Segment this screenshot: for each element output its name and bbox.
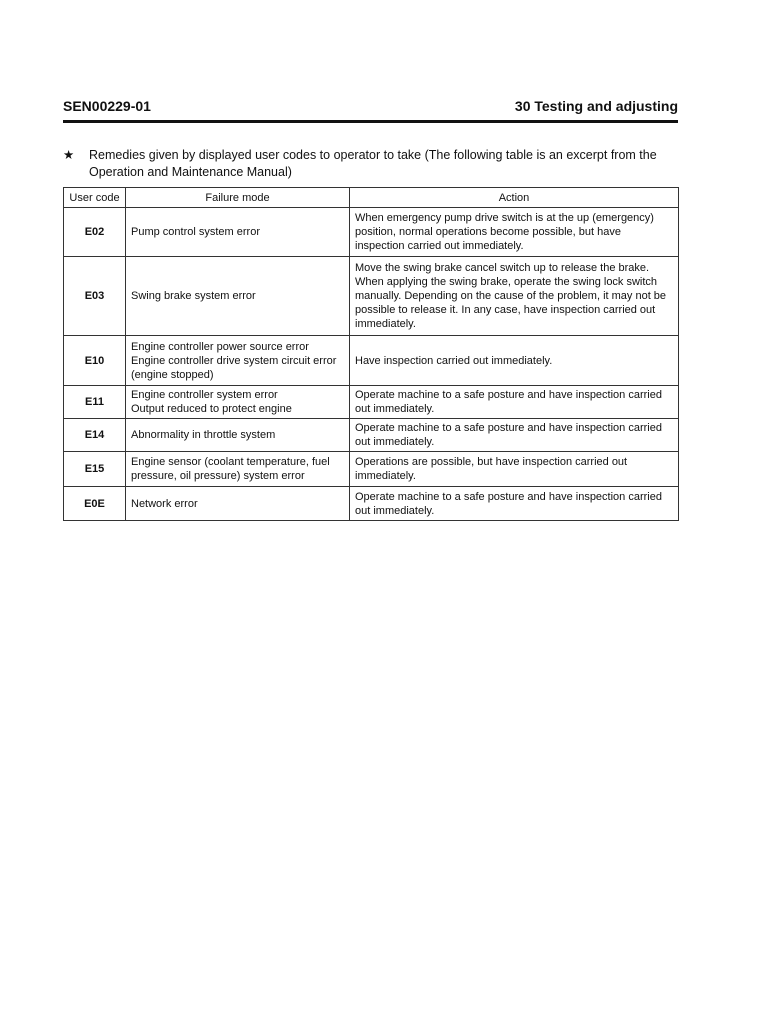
table-row [64,386,679,419]
failure-mode-cell [126,336,350,386]
page-header [63,98,678,123]
failure-mode-line: Output reduced to protect engine [131,403,292,415]
user-code-cell: E03 [64,257,126,336]
failure-mode-cell [126,386,350,419]
table-row [64,336,679,386]
table-row [64,419,679,452]
failure-mode-line: Engine controller drive system circuit error [131,354,337,367]
failure-mode-line: Engine controller power source error [131,340,309,353]
user-code-cell: E11 [64,386,126,419]
failure-mode-cell: Engine sensor (coolant temperature, fuel pressure, oil pressure) system error [126,452,350,487]
table-row [64,257,679,336]
user-code-cell: E0E [64,487,126,521]
user-code-cell: E14 [64,419,126,452]
failure-mode-cell: Network error [126,487,350,521]
action-cell: When emergency pump drive switch is at the up (emergency) position, normal operations become possible, but have inspection carried out immediately. [350,208,679,257]
table-row [64,452,679,487]
user-code-table [63,187,679,521]
user-code-cell: E02 [64,208,126,257]
table-row [64,208,679,257]
star-icon: ★ [63,148,75,162]
header-failure-mode: Failure mode [126,188,350,208]
action-cell: Operate machine to a safe posture and have inspection carried out immediately. [350,419,679,452]
failure-mode-line: Engine controller system error [131,389,278,401]
document-id: SEN00229-01 [63,98,151,114]
action-cell: Operations are possible, but have inspection carried out immediately. [350,452,679,487]
action-cell: Move the swing brake cancel switch up to release the brake. When applying the swing brake, operate the swing lock switch manually. Depending on the cause of the problem, it may not be possible to release it. In any case, have inspection carried out immediately. [350,257,679,336]
header-action: Action [350,188,679,208]
user-code-cell: E15 [64,452,126,487]
action-cell: Operate machine to a safe posture and have inspection carried out immediately. [350,487,679,521]
user-code-cell: E10 [64,336,126,386]
intro-note-text: Remedies given by displayed user codes to operator to take (The following table is an excerpt from the Operation and Maintenance Manual) [89,148,657,179]
table-row [64,487,679,521]
failure-mode-cell: Abnormality in throttle system [126,419,350,452]
failure-mode-line: (engine stopped) [131,368,214,381]
failure-mode-cell: Swing brake system error [126,257,350,336]
intro-note [63,147,681,181]
action-cell: Operate machine to a safe posture and have inspection carried out immediately. [350,386,679,419]
header-user-code: User code [64,188,126,208]
table-header-row [64,188,679,208]
failure-mode-cell: Pump control system error [126,208,350,257]
section-title: 30 Testing and adjusting [514,98,678,114]
action-cell: Have inspection carried out immediately. [350,336,679,386]
